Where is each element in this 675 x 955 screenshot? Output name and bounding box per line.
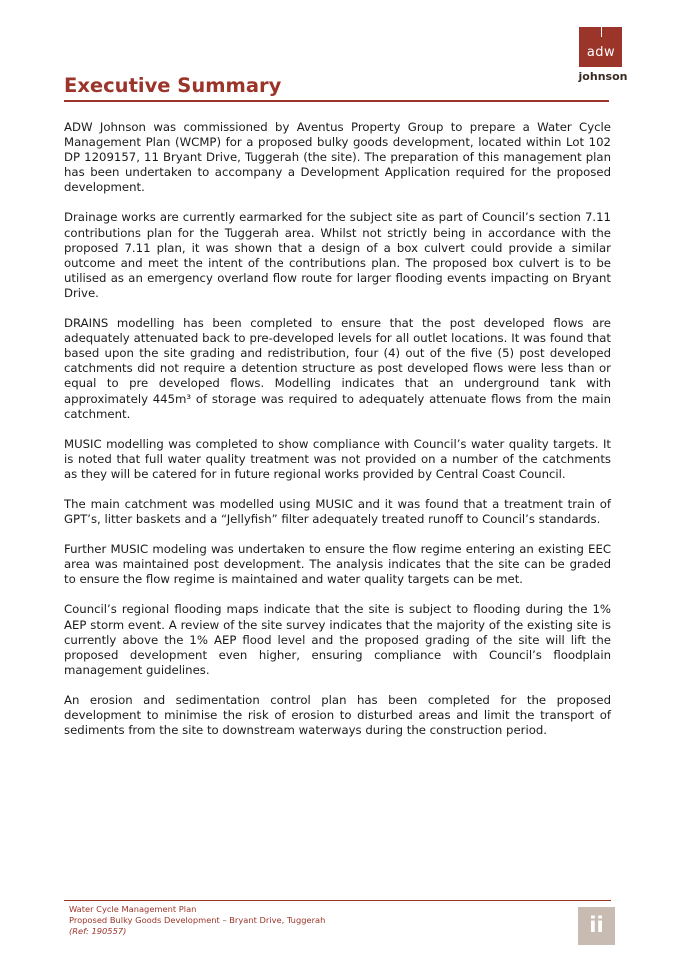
footer-divider <box>64 900 611 901</box>
footer-reference: (Ref: 190557) <box>69 925 127 936</box>
page-footer <box>64 900 611 948</box>
footer-project: Proposed Bulky Goods Development – Bryant Drive, Tuggerah <box>69 914 326 925</box>
logo-johnson-text: johnson <box>578 70 628 83</box>
paragraph-6: Further MUSIC modeling was undertaken to ensure the flow regime entering an existing EEC area was maintained post development. The analysis indicates that the site can be graded to ensure the flow regime is maintained and water quality targets can be met. <box>64 542 611 587</box>
logo-divider <box>601 27 602 37</box>
footer-doc-title: Water Cycle Management Plan <box>69 904 197 914</box>
paragraph-8: An erosion and sedimentation control plan has been completed for the proposed development to minimise the risk of erosion to disturbed areas and limit the transport of sediments from the site to downstream waterways during the construction period. <box>64 692 611 738</box>
paragraph-4: MUSIC modelling was completed to show compliance with Council’s water quality targets. It is noted that full water quality treatment was not provided on a number of the catchments as they will be catered for in future regional works provided by Central Coast Council. <box>64 436 611 481</box>
paragraph-7: Council’s regional flooding maps indicate that the site is subject to flooding during the 1% AEP storm event. A review of the site survey indicates that the majority of the existing site is currently above the 1% AEP flood level and the proposed grading of the site will lift the proposed development even higher, ensuring compliance with Council’s floodplain management guidelines. <box>64 602 611 677</box>
paragraph-2: Drainage works are currently earmarked for the subject site as part of Council’s section 7.11 contributions plan for the Tuggerah area. Whilst not strictly being in accordance with the proposed 7.11 plan, it was shown that a design of a box culvert could provide a similar outcome and meet the intent of the contributions plan. The proposed box culvert is to be utilised as an emergency overland flow route for larger flooding events impacting on Bryant Drive. <box>64 210 611 300</box>
executive-summary-body <box>64 120 611 753</box>
footer-text <box>69 904 325 936</box>
title-divider <box>64 100 609 102</box>
logo-box <box>579 27 623 67</box>
page-number-box <box>578 907 615 945</box>
page-title: Executive Summary <box>64 74 282 97</box>
company-logo <box>579 27 627 85</box>
page-number: ii <box>589 913 604 937</box>
logo-adw-text: adw <box>586 45 616 60</box>
paragraph-5: The main catchment was modelled using MUSIC and it was found that a treatment train of GPT’s, litter baskets and a “Jellyfish” filter adequately treated runoff to Council’s standards. <box>64 496 611 527</box>
paragraph-3: DRAINS modelling has been completed to ensure that the post developed flows are adequately attenuated back to pre-developed levels for all outlet locations. It was found that based upon the site grading and redistribution, four (4) out of the five (5) post developed catchments did not require a detention structure as post developed flows were less than or equal to pre developed flows. Modelling indicates that an underground tank with approximately 445m³ of storage was required to adequately attenuate flows from the main catchment. <box>64 316 611 421</box>
paragraph-1: ADW Johnson was commissioned by Aventus Property Group to prepare a Water Cycle Management Plan (WCMP) for a proposed bulky goods development, located within Lot 102 DP 1209157, 11 Bryant Drive, Tuggerah (the site). The preparation of this management plan has been undertaken to accompany a Development Application required for the proposed development. <box>64 120 611 195</box>
